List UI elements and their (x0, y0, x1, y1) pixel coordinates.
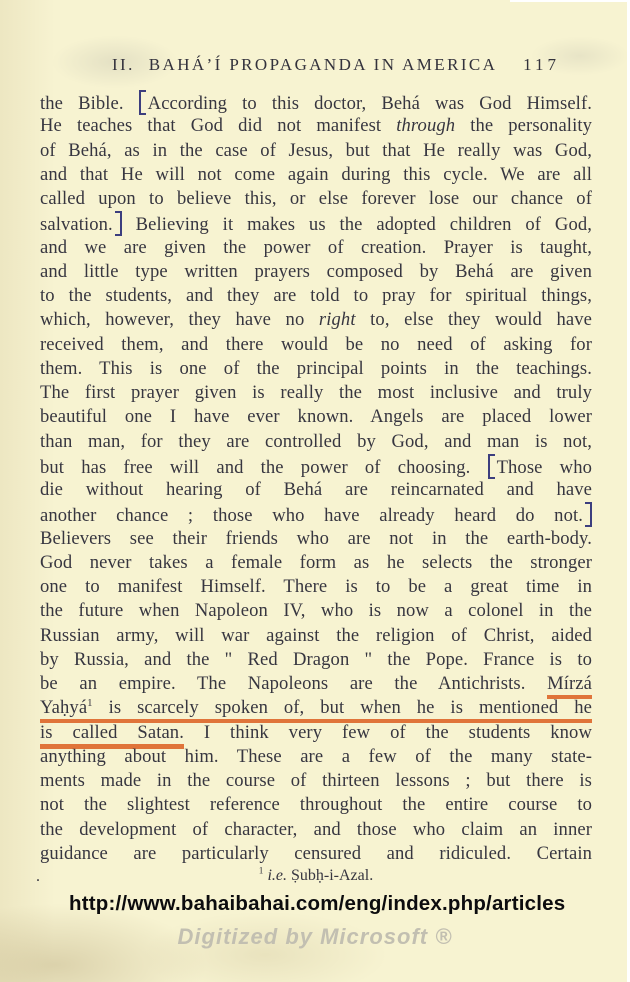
text-segment: but has free will and the power of choosing. (40, 456, 488, 478)
text-line (40, 769, 592, 793)
text-line (40, 187, 592, 211)
footnote-reference: 1 (87, 697, 93, 710)
footnote (40, 866, 592, 886)
text-line (40, 721, 592, 745)
text-line (40, 551, 592, 575)
text-segment: According to this doctor, Behá was God Himself. (147, 93, 592, 114)
page-number: 117 (523, 55, 560, 74)
text-segment: another chance ; those who have already heard do not. (40, 505, 583, 527)
text-segment: die without hearing of Behá are reincarnated and have (40, 479, 592, 500)
ink-bracket-open (139, 90, 146, 115)
text-line (40, 284, 592, 308)
text-segment: right (318, 309, 356, 331)
text-line (40, 842, 592, 866)
text-segment: Believers see their friends who are not in the earth-body. (40, 527, 592, 549)
text-segment: them. This is one of the principal points in the teachings. (40, 357, 592, 379)
text-line (40, 599, 592, 623)
text-segment: beautiful one I have ever known. Angels are placed lower (40, 406, 592, 428)
text-line (40, 236, 592, 260)
running-head-title: BAHÁ’Í PROPAGANDA IN AMERICA (148, 55, 498, 74)
text-line (40, 648, 592, 672)
text-segment: through (396, 115, 456, 137)
text-segment: received them, and there would be no need of asking for (40, 333, 592, 355)
text-segment: called upon to believe this, or else forever lose our chance of (40, 188, 592, 209)
ink-bracket-open (488, 454, 495, 479)
text-segment: Believing it makes us the adopted children of God, (121, 214, 592, 236)
text-segment: and that He will not come again during this cycle. We are all (40, 163, 592, 185)
text-segment: of Behá, as in the case of Jesus, but that He really was God, (40, 139, 592, 161)
text-line (40, 333, 592, 357)
chapter-number: II. (112, 55, 135, 74)
text-segment: I think very few of the students know (183, 721, 592, 743)
text-line (40, 405, 592, 429)
footnote-reference: 1 (258, 866, 264, 877)
text-segment: the development of character, and those who claim an inner (40, 818, 592, 840)
text-segment: one to manifest Himself. There is to be a great time in (40, 576, 592, 597)
text-segment: God never takes a female form as he selects the stronger (40, 551, 592, 573)
text-segment: i.e. (267, 867, 287, 884)
ink-bracket-close (115, 211, 122, 236)
text-line (40, 672, 592, 696)
underlined-text: is scarcely spoken of, but when he is mentioned he (93, 697, 592, 723)
text-segment: salvation. (40, 214, 113, 236)
text-segment: ments made in the course of thirteen lessons ; but there is (40, 770, 592, 791)
stray-ink-mark: . (36, 868, 40, 885)
text-line (40, 308, 592, 332)
text-segment: be an empire. The Napoleons are the Antichrists. (40, 673, 548, 694)
text-segment: and little type written prayers composed by Behá are given (40, 260, 592, 282)
text-line (40, 696, 592, 720)
text-line (40, 163, 592, 187)
text-line (40, 527, 592, 551)
body-text (40, 90, 592, 866)
text-segment: to, else they would have (355, 309, 593, 331)
text-line (40, 624, 592, 648)
text-segment: anything about him. These are a few of the many state- (40, 745, 592, 767)
text-segment: the Bible. (40, 93, 139, 114)
text-line (40, 211, 592, 235)
text-segment: the personality (455, 115, 593, 137)
text-segment: and we are given the power of creation. Prayer is taught, (40, 236, 592, 258)
text-line (40, 745, 592, 769)
text-line (40, 575, 592, 599)
text-segment: He teaches that God did not manifest (40, 115, 397, 137)
text-segment: The first prayer given is really the most inclusive and truly (40, 382, 592, 403)
text-segment: guidance are particularly censured and ridiculed. Certain (40, 842, 592, 864)
text-line (40, 114, 592, 138)
text-line (40, 381, 592, 405)
source-url-stamp: http://www.bahaibahai.com/eng/index.php/articles (69, 892, 566, 915)
text-line (40, 478, 592, 502)
text-segment: by Russia, and the " Red Dragon " the Pope. France is to (40, 648, 592, 670)
text-line (40, 139, 592, 163)
text-line (40, 430, 592, 454)
text-segment: Those who (496, 456, 592, 478)
underlined-text: Yaḥyá (40, 697, 87, 723)
underlined-text (87, 697, 92, 723)
text-line (40, 357, 592, 381)
text-segment: which, however, they have no (40, 309, 319, 331)
scan-edge-top (510, 0, 630, 2)
text-segment: the future when Napoleon IV, who is now a colonel in the (40, 600, 592, 622)
text-line (40, 260, 592, 284)
text-segment: than man, for they are controlled by God, and man is not, (40, 430, 592, 452)
text-line (40, 502, 592, 526)
text-line (40, 454, 592, 478)
digitized-watermark: Digitized by Microsoft ® (177, 924, 453, 949)
text-segment: not the slightest reference throughout the entire course to (40, 794, 592, 816)
underlined-text: Mírzá (547, 673, 592, 699)
text-segment: to the students, and they are told to pray for spiritual things, (40, 285, 592, 306)
text-line (40, 793, 592, 817)
text-segment: Ṣubḥ-i-Azal. (286, 867, 374, 884)
text-line (40, 818, 592, 842)
running-head (112, 55, 560, 75)
text-line (40, 90, 592, 114)
text-segment: Russian army, will war against the religion of Christ, aided (40, 624, 592, 646)
underlined-text: is called Satan. (40, 722, 184, 749)
ink-bracket-close (585, 502, 592, 527)
